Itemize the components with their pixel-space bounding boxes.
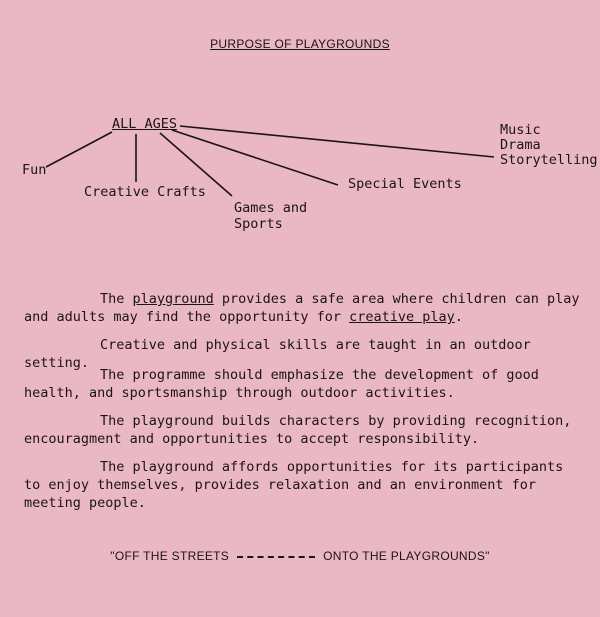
paragraph-2: Creative and physical skills are taught in an outdoor setting. xyxy=(24,337,531,371)
paragraph-4: The playground builds characters by providing recognition, encouragment and opportunities to accept responsibility. xyxy=(24,413,572,447)
page-title: PURPOSE OF PLAYGROUNDS xyxy=(210,37,390,51)
line-to-fun xyxy=(46,132,112,167)
diagram-storytelling-label: Storytelling xyxy=(500,152,598,168)
slogan-dash xyxy=(237,556,315,558)
diagram-games-label-2: Sports xyxy=(234,216,283,232)
paragraph-1: The playground provides a safe area where children can play and adults may find the opportunity for creative play. xyxy=(24,291,580,325)
line-to-events xyxy=(172,130,338,185)
diagram-games-label-1: Games and xyxy=(234,200,308,216)
paragraph-5: The playground affords opportunities for its participants to enjoy themselves, provides relaxation and an environment for meeting people. xyxy=(24,459,564,511)
line-to-music xyxy=(180,126,494,157)
diagram-events-label: Special Events xyxy=(348,176,462,192)
slogan xyxy=(0,549,600,563)
paragraph-3: The programme should emphasize the development of good health, and sportsmanship through outdoor activities. xyxy=(24,367,539,401)
diagram-crafts-label: Creative Crafts xyxy=(84,184,206,200)
slogan-right: ONTO THE PLAYGROUNDS" xyxy=(323,549,490,563)
diagram-drama-label: Drama xyxy=(500,137,541,153)
diagram-center-label: ALL AGES xyxy=(112,116,178,132)
diagram-music-label: Music xyxy=(500,122,541,138)
slogan-left: "OFF THE STREETS xyxy=(110,549,230,563)
diagram-fun-label: Fun xyxy=(22,162,47,178)
creative-play-term: creative play xyxy=(349,309,455,325)
playground-term: playground xyxy=(132,291,214,307)
